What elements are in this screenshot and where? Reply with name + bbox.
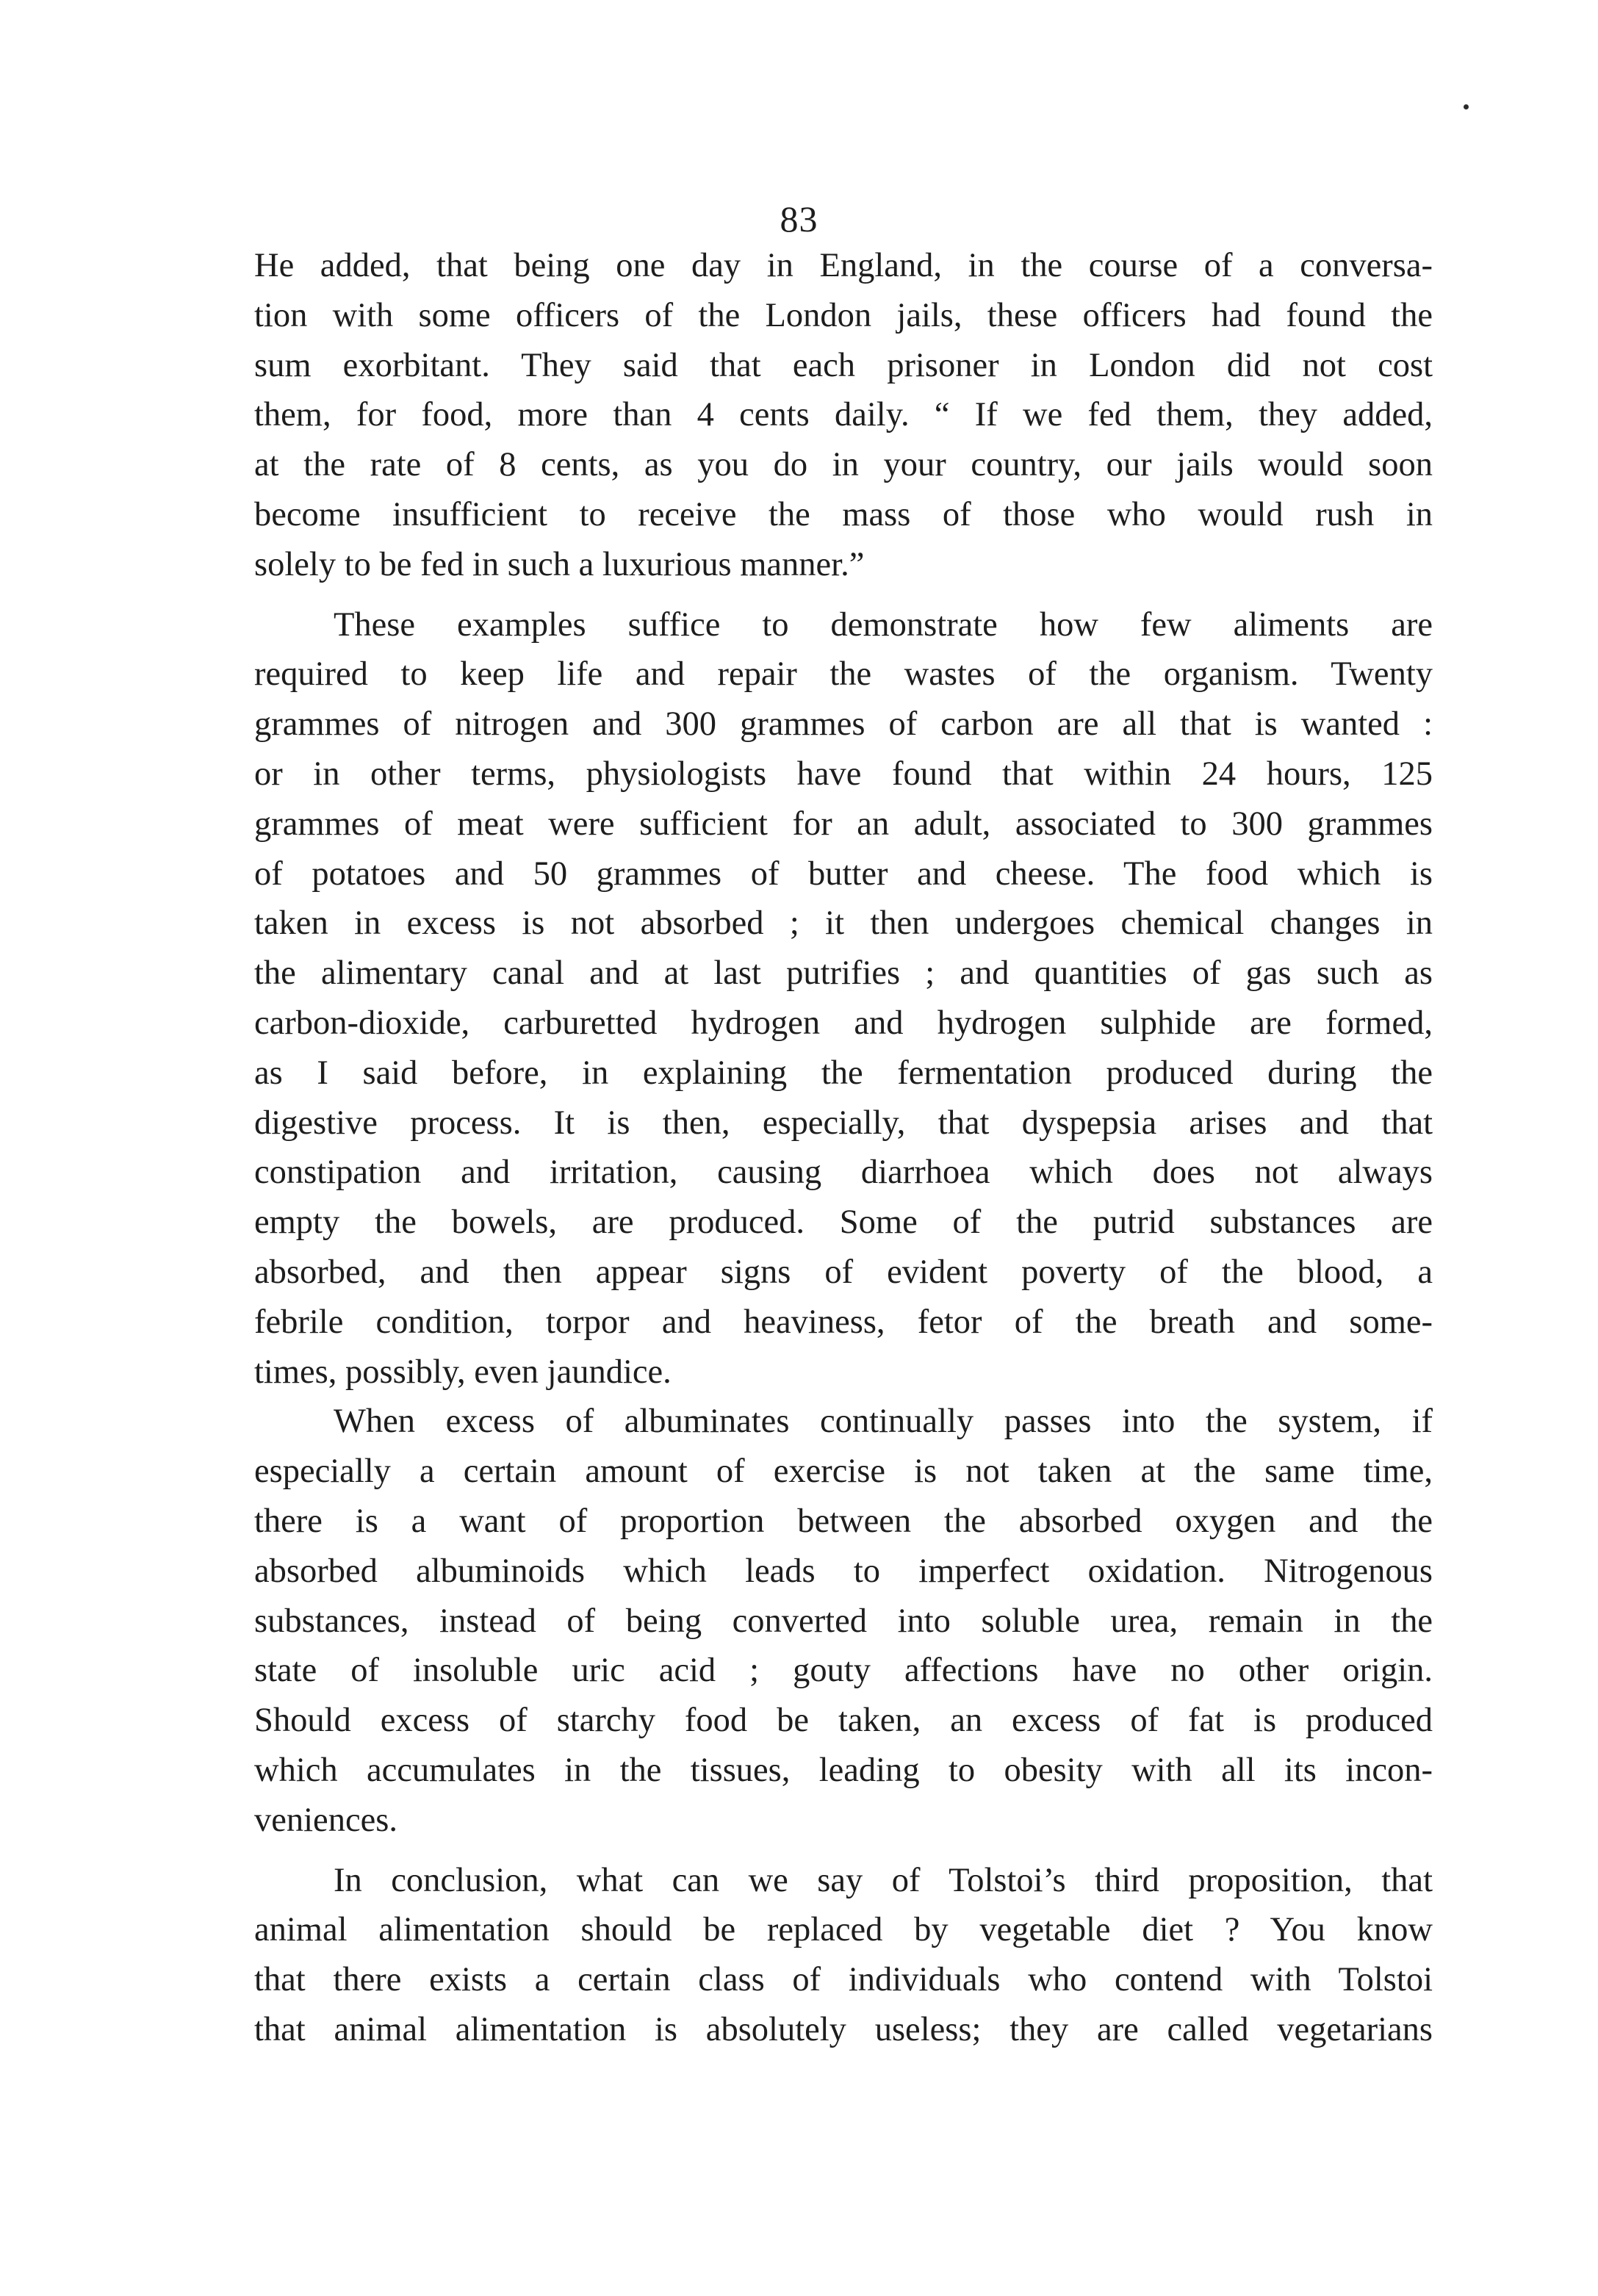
text-line: of potatoes and 50 grammes of butter and cheese. The food which is: [254, 854, 1433, 893]
text-line: In conclusion, what can we say of Tolstoi’s third proposition, that: [334, 1861, 1433, 1899]
text-line: When excess of albuminates continually passes into the system, if: [334, 1403, 1433, 1441]
text-line: that there exists a certain class of individuals who contend with Tolstoi: [254, 1961, 1433, 1999]
page-number: 83: [780, 198, 818, 240]
text-line: digestive process. It is then, especially, that dyspepsia arises and that: [254, 1104, 1433, 1142]
text-line: times, possibly, even jaundice.: [254, 1353, 672, 1391]
text-line: at the rate of 8 cents, as you do in your country, our jails would soon: [254, 446, 1433, 484]
text-line: become insufficient to receive the mass of those who would rush in: [254, 495, 1433, 533]
paragraph-2: [254, 600, 1433, 1397]
text-line: febrile condition, torpor and heaviness, fetor of the breath and some-: [254, 1303, 1433, 1341]
text-line: tion with some officers of the London jails, these officers had found the: [254, 296, 1433, 334]
text-line: He added, that being one day in England, in the course of a conversa-: [254, 247, 1433, 284]
text-line: required to keep life and repair the wastes of the organism. Twenty: [254, 655, 1433, 694]
text-line: veniences.: [254, 1801, 397, 1839]
paragraph-1: [254, 241, 1433, 590]
text-line: as I said before, in explaining the fermentation produced during the: [254, 1054, 1433, 1092]
text-line: animal alimentation should be replaced by vegetable diet ? You know: [254, 1911, 1433, 1949]
text-line: that animal alimentation is absolutely useless; they are called vegetarians: [254, 2010, 1433, 2048]
text-line: them, for food, more than 4 cents daily. “ If we fed them, they added,: [254, 396, 1433, 434]
body-text: [254, 241, 1433, 2055]
paragraph-4: [254, 1856, 1433, 2055]
text-line: solely to be fed in such a luxurious manner.”: [254, 545, 865, 583]
paragraph-3: [254, 1397, 1433, 1845]
text-line: there is a want of proportion between the absorbed oxygen and the: [254, 1502, 1433, 1540]
text-line: constipation and irritation, causing diarrhoea which does not always: [254, 1154, 1433, 1192]
text-line: absorbed, and then appear signs of evident poverty of the blood, a: [254, 1253, 1433, 1291]
text-line: state of insoluble uric acid ; gouty affections have no other origin.: [254, 1652, 1433, 1690]
text-line: carbon-dioxide, carburetted hydrogen and hydrogen sulphide are formed,: [254, 1004, 1433, 1042]
text-line: absorbed albuminoids which leads to imperfect oxidation. Nitrogenous: [254, 1552, 1433, 1590]
text-line: the alimentary canal and at last putrifies ; and quantities of gas such as: [254, 954, 1433, 993]
text-line: grammes of meat were sufficient for an adult, associated to 300 grammes: [254, 805, 1433, 843]
text-line: especially a certain amount of exercise is not taken at the same time,: [254, 1453, 1433, 1491]
text-line: empty the bowels, are produced. Some of the putrid substances are: [254, 1203, 1433, 1242]
text-line: which accumulates in the tissues, leading to obesity with all its incon-: [254, 1751, 1433, 1789]
text-line: substances, instead of being converted into soluble urea, remain in the: [254, 1602, 1433, 1640]
scan-speck: [1464, 104, 1469, 109]
text-line: grammes of nitrogen and 300 grammes of carbon are all that is wanted :: [254, 705, 1433, 744]
text-line: These examples suffice to demonstrate how few aliments are: [334, 605, 1433, 644]
text-line: Should excess of starchy food be taken, an excess of fat is produced: [254, 1702, 1433, 1740]
text-line: sum exorbitant. They said that each prisoner in London did not cost: [254, 346, 1433, 384]
text-line: or in other terms, physiologists have found that within 24 hours, 125: [254, 755, 1433, 793]
text-line: taken in excess is not absorbed ; it then undergoes chemical changes in: [254, 904, 1433, 943]
